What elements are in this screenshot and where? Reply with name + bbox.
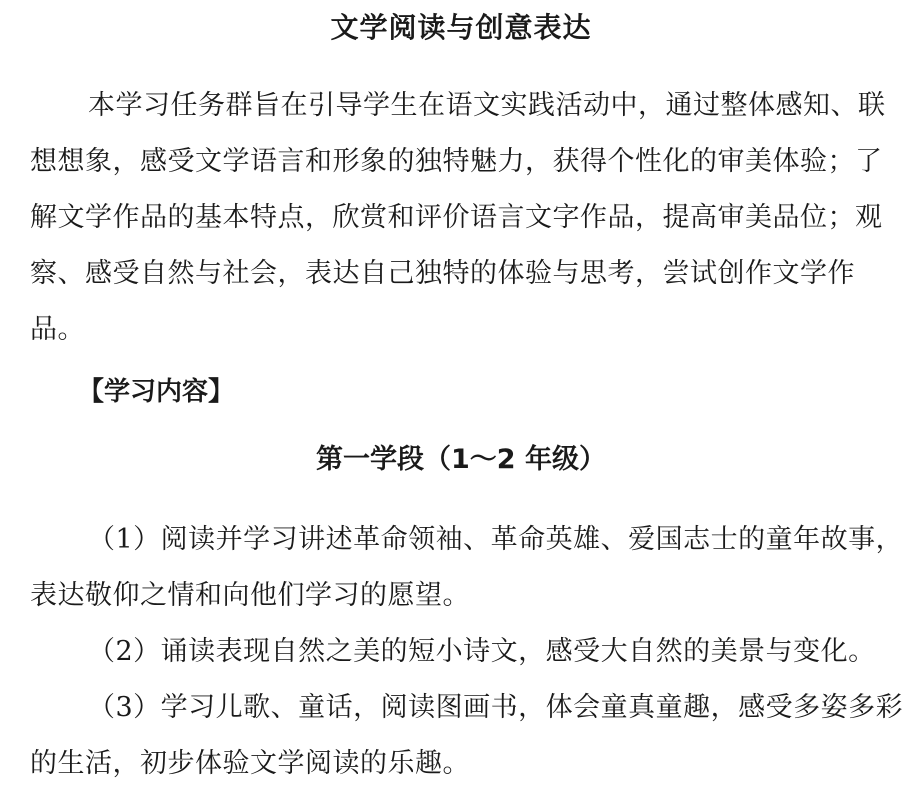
section-label: 【学习内容】	[78, 377, 235, 407]
list-item: （1）阅读并学习讲述革命领袖、革命英雄、爱国志士的童年故事，表达敬仰之情和向他们学习的愿望。	[30, 524, 904, 611]
document-title: 文学阅读与创意表达	[330, 11, 592, 44]
list-item: （2）诵读表现自然之美的短小诗文，感受大自然的美景与变化。	[88, 636, 876, 667]
intro-paragraph: 本学习任务群旨在引导学生在语文实践活动中，通过整体感知、联想想象，感受文学语言和形象的独特魅力，获得个性化的审美体验；了解文学作品的基本特点，欣赏和评价语言文字作品，提高审美品位；观察、感受自然与社会，表达自己独特的体验与思考，尝试创作文学作品。	[30, 90, 886, 345]
stage-heading: 第一学段（1～2 年级）	[316, 444, 606, 475]
list-item: （3）学习儿歌、童话，阅读图画书，体会童真童趣，感受多姿多彩的生活，初步体验文学阅读的乐趣。	[30, 692, 904, 779]
content-list	[30, 512, 906, 792]
